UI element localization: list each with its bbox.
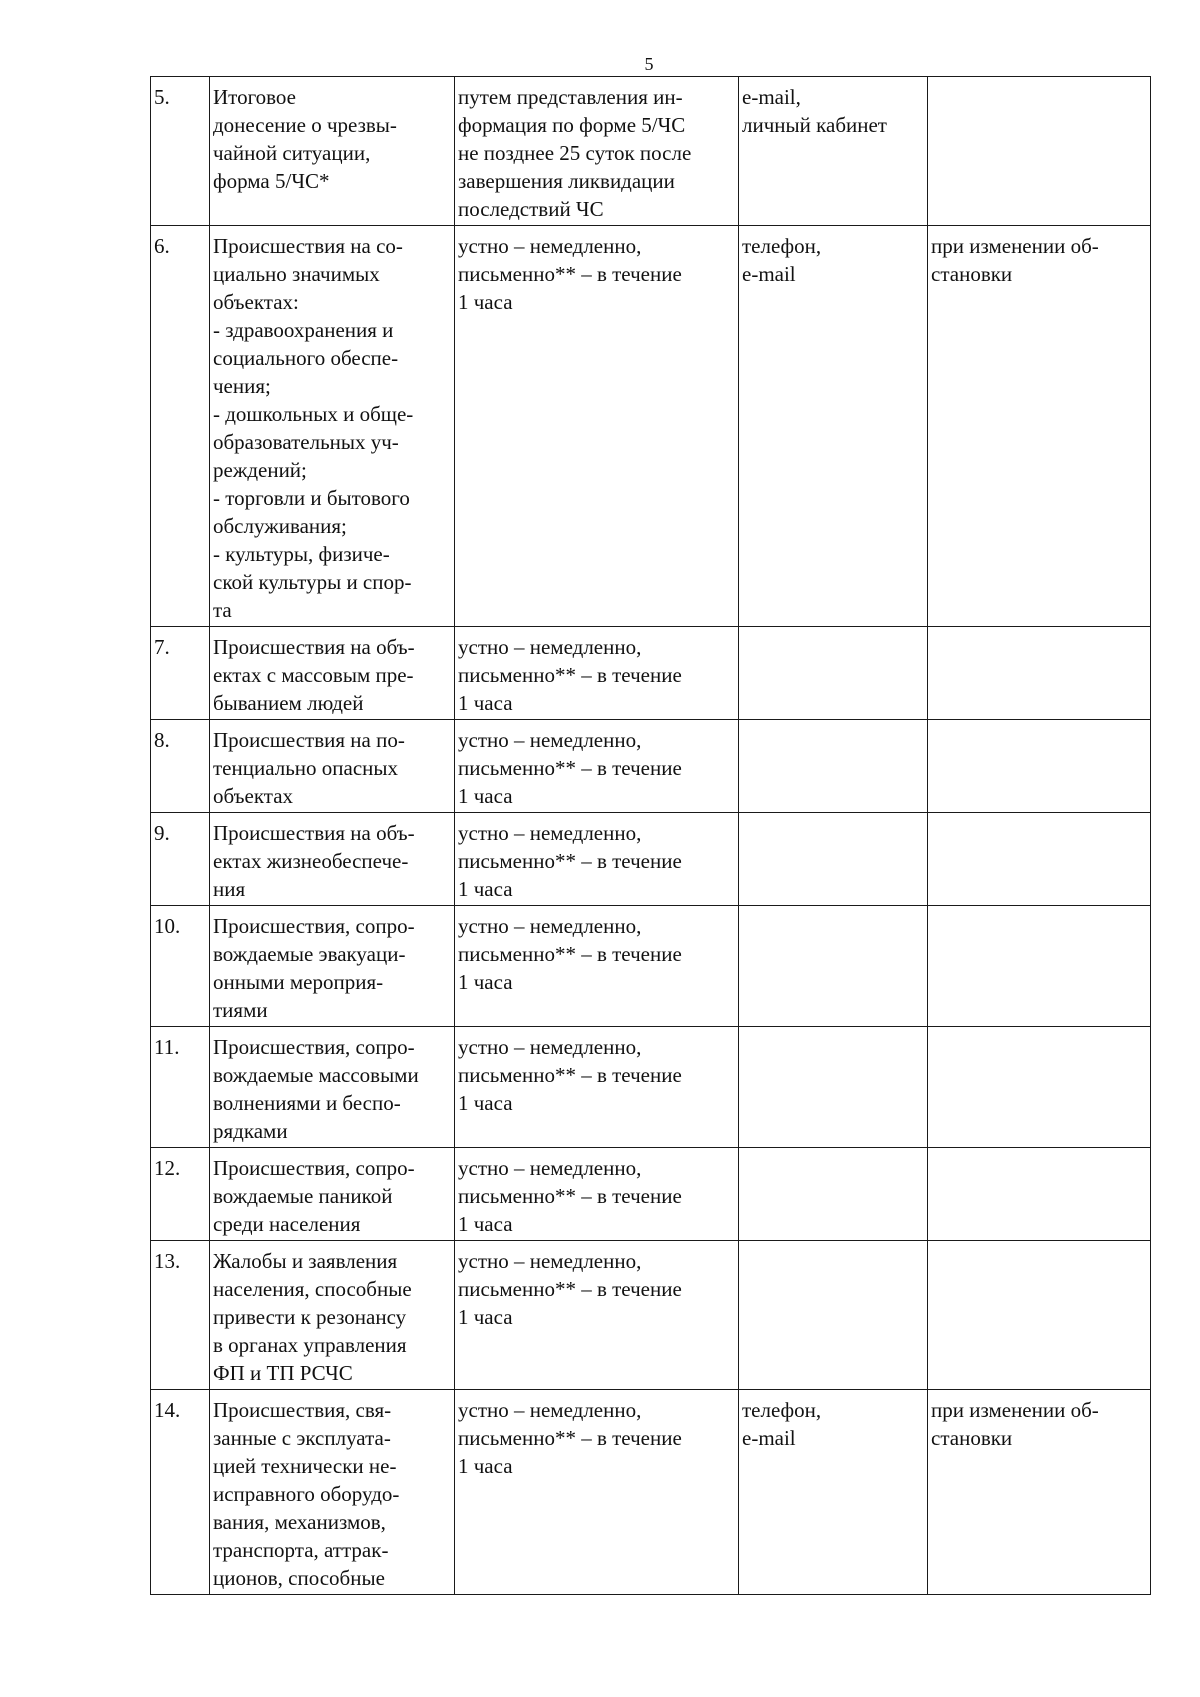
cell-text-line: устно – немедленно, [458,1398,642,1422]
cell-text-line: письменно** – в течение [458,849,682,873]
cell-text-line: устно – немедленно, [458,1249,642,1273]
cell-text-line: ектах с массовым пре- [213,663,414,687]
cell-text-line: объектах: [213,290,299,314]
event-type-cell [210,1241,455,1390]
channel-cell [739,1027,928,1148]
reporting-time-cell [455,720,739,813]
table-row [151,1027,1151,1148]
cell-text-line: занные с эксплуата- [213,1426,391,1450]
cell-text-line: быванием людей [213,691,364,715]
row-number-cell: 7. [151,627,210,720]
cell-text-line: устно – немедленно, [458,914,642,938]
cell-text-line: форма 5/ЧС* [213,169,330,193]
reporting-time-cell [455,1390,739,1595]
cell-text-line: письменно** – в течение [458,942,682,966]
cell-text-line: ской культуры и спор- [213,570,412,594]
cell-text-line: ционов, способные [213,1566,385,1590]
channel-cell [739,720,928,813]
channel-cell [739,226,928,627]
cell-text-line: письменно** – в течение [458,1277,682,1301]
cell-text-line: Происшествия на со- [213,234,403,258]
cell-text-line: рядками [213,1119,288,1143]
cell-text-line: - дошкольных и обще- [213,402,414,426]
note-cell [928,226,1151,627]
cell-text-line: устно – немедленно, [458,1156,642,1180]
cell-text-line: Происшествия, сопро- [213,1156,415,1180]
cell-text-line: онными мероприя- [213,970,384,994]
note-cell [928,627,1151,720]
cell-text-line: письменно** – в течение [458,1426,682,1450]
table-row [151,1390,1151,1595]
cell-text-line: формация по форме 5/ЧС [458,113,686,137]
cell-text-line: ектах жизнеобеспече- [213,849,409,873]
cell-text-line: объектах [213,784,294,808]
cell-text-line: - здравоохранения и [213,318,394,342]
cell-text-line: чайной ситуации, [213,141,371,165]
cell-text-line: Происшествия, сопро- [213,1035,415,1059]
cell-text-line: Происшествия, сопро- [213,914,415,938]
note-cell [928,1027,1151,1148]
cell-text-line: Происшествия, свя- [213,1398,392,1422]
cell-text-line: 1 часа [458,1454,513,1478]
table-row [151,77,1151,226]
cell-text-line: личный кабинет [742,113,887,137]
cell-text-line: письменно** – в течение [458,1063,682,1087]
row-number-cell: 8. [151,720,210,813]
row-number-cell: 13. [151,1241,210,1390]
cell-text-line: письменно** – в течение [458,663,682,687]
cell-text-line: обслуживания; [213,514,347,538]
cell-text-line: тиями [213,998,268,1022]
cell-text-line: 1 часа [458,290,513,314]
reporting-time-cell [455,77,739,226]
cell-text-line: Происшествия на объ- [213,821,415,845]
cell-text-line: становки [931,262,1013,286]
cell-text-line: цией технически не- [213,1454,397,1478]
cell-text-line: завершения ликвидации [458,169,675,193]
cell-text-line: вождаемые массовыми [213,1063,419,1087]
cell-text-line: ФП и ТП РСЧС [213,1361,353,1385]
cell-text-line: 1 часа [458,784,513,808]
channel-cell [739,1148,928,1241]
event-type-cell [210,627,455,720]
note-cell [928,1390,1151,1595]
cell-text-line: - торговли и бытового [213,486,410,510]
event-type-cell [210,906,455,1027]
note-cell [928,1148,1151,1241]
cell-text-line: 1 часа [458,877,513,901]
cell-text-line: последствий ЧС [458,197,604,221]
cell-text-line: населения, способные [213,1277,412,1301]
row-number-cell: 6. [151,226,210,627]
note-cell [928,1241,1151,1390]
table-row [151,813,1151,906]
reporting-time-cell [455,813,739,906]
event-type-cell [210,1148,455,1241]
event-type-cell [210,1390,455,1595]
cell-text-line: телефон, [742,1398,822,1422]
cell-text-line: тенциально опасных [213,756,398,780]
cell-text-line: донесение о чрезвы- [213,113,397,137]
cell-text-line: устно – немедленно, [458,821,642,845]
table-row [151,226,1151,627]
table-row [151,720,1151,813]
cell-text-line: вождаемые паникой [213,1184,393,1208]
row-number-cell: 11. [151,1027,210,1148]
cell-text-line: 1 часа [458,1305,513,1329]
cell-text-line: не позднее 25 суток после [458,141,692,165]
cell-text-line: - культуры, физиче- [213,542,390,566]
cell-text-line: вождаемые эвакуаци- [213,942,406,966]
reporting-time-cell [455,627,739,720]
cell-text-line: устно – немедленно, [458,728,642,752]
cell-text-line: привести к резонансу [213,1305,407,1329]
cell-text-line: письменно** – в течение [458,262,682,286]
event-type-cell [210,77,455,226]
cell-text-line: образовательных уч- [213,430,399,454]
cell-text-line: становки [931,1426,1013,1450]
event-type-cell [210,226,455,627]
row-number-cell: 9. [151,813,210,906]
cell-text-line: устно – немедленно, [458,1035,642,1059]
cell-text-line: путем представления ин- [458,85,683,109]
cell-text-line: устно – немедленно, [458,234,642,258]
cell-text-line: при изменении об- [931,1398,1099,1422]
cell-text-line: социального обеспе- [213,346,399,370]
table-row [151,1148,1151,1241]
event-type-cell [210,720,455,813]
cell-text-line: циально значимых [213,262,380,286]
row-number-cell: 14. [151,1390,210,1595]
channel-cell [739,906,928,1027]
channel-cell [739,77,928,226]
cell-text-line: e-mail [742,262,796,286]
cell-text-line: Жалобы и заявления [213,1249,398,1273]
event-type-cell [210,1027,455,1148]
page-number: 5 [644,54,654,74]
cell-text-line: письменно** – в течение [458,1184,682,1208]
cell-text-line: чения; [213,374,271,398]
cell-text-line: устно – немедленно, [458,635,642,659]
cell-text-line: e-mail, [742,85,801,109]
reporting-time-cell [455,1027,739,1148]
table-row [151,906,1151,1027]
cell-text-line: Происшествия на по- [213,728,405,752]
channel-cell [739,627,928,720]
cell-text-line: в органах управления [213,1333,407,1357]
table-row [151,1241,1151,1390]
cell-text-line: ния [213,877,246,901]
cell-text-line: 1 часа [458,691,513,715]
reporting-time-cell [455,1241,739,1390]
cell-text-line: среди населения [213,1212,361,1236]
reporting-time-cell [455,226,739,627]
cell-text-line: 1 часа [458,970,513,994]
cell-text-line: 1 часа [458,1091,513,1115]
cell-text-line: исправного оборудо- [213,1482,400,1506]
cell-text-line: 1 часа [458,1212,513,1236]
table-row [151,627,1151,720]
cell-text-line: реждений; [213,458,307,482]
reporting-time-cell [455,906,739,1027]
cell-text-line: при изменении об- [931,234,1099,258]
cell-text-line: транспорта, аттрак- [213,1538,389,1562]
cell-text-line: письменно** – в течение [458,756,682,780]
channel-cell [739,1241,928,1390]
channel-cell [739,813,928,906]
cell-text-line: телефон, [742,234,822,258]
row-number-cell: 12. [151,1148,210,1241]
event-type-cell [210,813,455,906]
note-cell [928,77,1151,226]
cell-text-line: Происшествия на объ- [213,635,415,659]
note-cell [928,813,1151,906]
cell-text-line: вания, механизмов, [213,1510,386,1534]
cell-text-line: та [213,598,232,622]
channel-cell [739,1390,928,1595]
note-cell [928,906,1151,1027]
reporting-time-cell [455,1148,739,1241]
note-cell [928,720,1151,813]
row-number-cell: 10. [151,906,210,1027]
reporting-table [150,76,1151,1595]
cell-text-line: Итоговое [213,85,297,109]
cell-text-line: e-mail [742,1426,796,1450]
cell-text-line: волнениями и беспо- [213,1091,401,1115]
row-number-cell: 5. [151,77,210,226]
table-body [151,77,1151,1595]
